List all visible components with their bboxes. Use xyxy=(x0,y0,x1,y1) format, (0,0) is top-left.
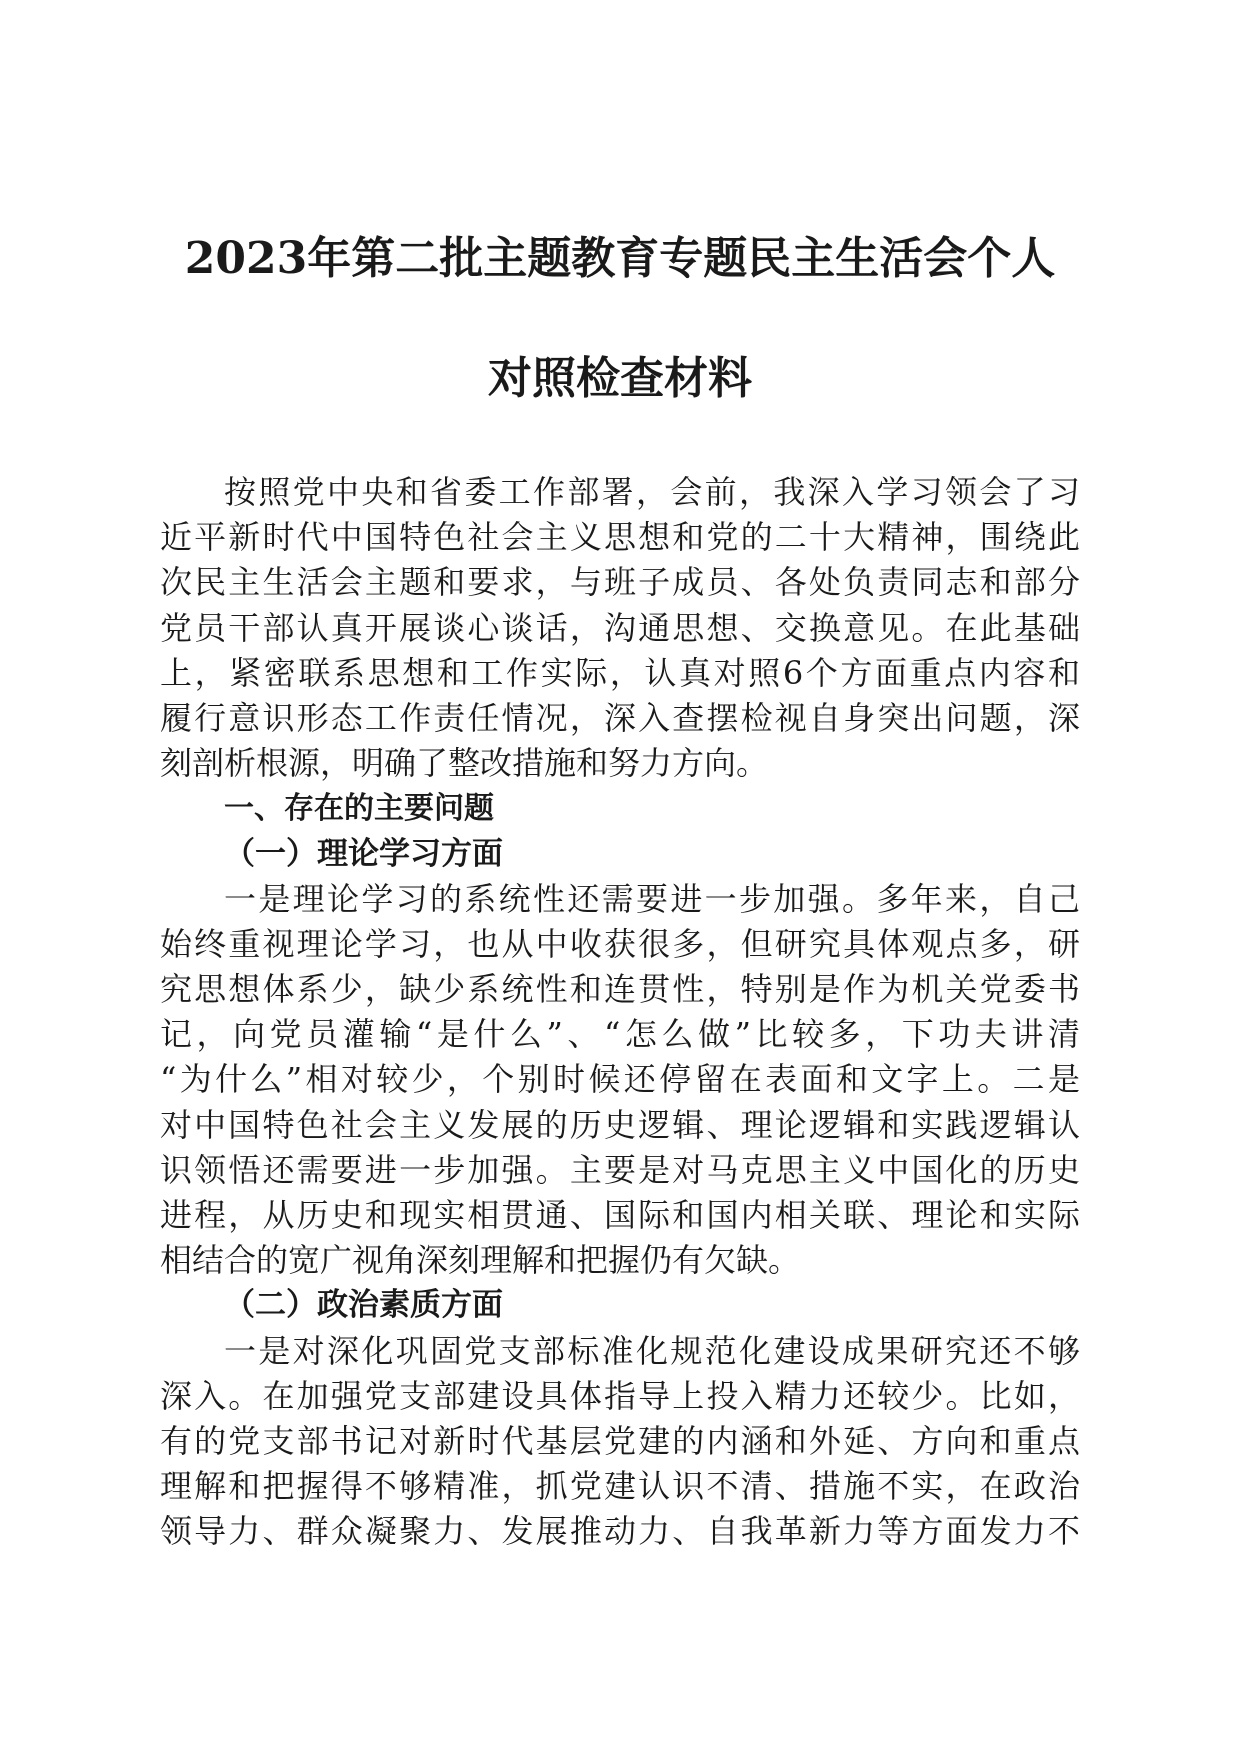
document-title-line-1: 2023年第二批主题教育专题民主生活会个人 xyxy=(184,233,1056,284)
paragraph-line: 始终重视理论学习，也从中收获很多，但研究具体观点多，研 xyxy=(160,924,1080,963)
paragraph-line: 一是理论学习的系统性还需要进一步加强。多年来，自己 xyxy=(224,879,1080,918)
paragraph-line: 记，向党员灌输“是什么”、“怎么做”比较多，下功夫讲清 xyxy=(160,1015,1080,1054)
intro-line: 上，紧密联系思想和工作实际，认真对照6个方面重点内容和 xyxy=(160,653,1080,692)
section-heading: 一、存在的主要问题 xyxy=(224,791,494,827)
document-title-line-2: 对照检查材料 xyxy=(488,353,752,404)
paragraph-line: 一是对深化巩固党支部标准化规范化建设成果研究还不够 xyxy=(224,1331,1080,1370)
intro-line: 近平新时代中国特色社会主义思想和党的二十大精神，围绕此 xyxy=(160,518,1080,557)
paragraph-line: 相结合的宽广视角深刻理解和把握仍有欠缺。 xyxy=(160,1241,801,1280)
paragraph-line: “为什么”相对较少，个别时候还停留在表面和文字上。二是 xyxy=(160,1060,1080,1099)
paragraph-line: 对中国特色社会主义发展的历史逻辑、理论逻辑和实践逻辑认 xyxy=(160,1105,1080,1144)
intro-line: 次民主生活会主题和要求，与班子成员、各处负责同志和部分 xyxy=(160,563,1080,602)
paragraph-line: 识领悟还需要进一步加强。主要是对马克思主义中国化的历史 xyxy=(160,1150,1080,1189)
intro-line: 履行意识形态工作责任情况，深入查摆检视自身突出问题，深 xyxy=(160,698,1080,737)
intro-line: 党员干部认真开展谈心谈话，沟通思想、交换意见。在此基础 xyxy=(160,608,1080,647)
paragraph-line: 深入。在加强党支部建设具体指导上投入精力还较少。比如， xyxy=(160,1376,1080,1415)
document-body xyxy=(160,470,1080,1555)
paragraph-line: 有的党支部书记对新时代基层党建的内涵和外延、方向和重点 xyxy=(160,1421,1080,1460)
paragraph-line: 理解和把握得不够精准，抓党建认识不清、措施不实，在政治 xyxy=(160,1467,1080,1506)
paragraph-line: 究思想体系少，缺少系统性和连贯性，特别是作为机关党委书 xyxy=(160,970,1080,1009)
paragraph-line: 领导力、群众凝聚力、发展推动力、自我革新力等方面发力不 xyxy=(160,1512,1080,1551)
subsection-heading: （一）理论学习方面 xyxy=(224,835,503,872)
subsection-heading: （二）政治素质方面 xyxy=(224,1287,503,1324)
intro-line: 刻剖析根源，明确了整改措施和努力方向。 xyxy=(160,744,769,783)
intro-line: 按照党中央和省委工作部署，会前，我深入学习领会了习 xyxy=(224,473,1080,511)
paragraph-line: 进程，从历史和现实相贯通、国际和国内相关联、理论和实际 xyxy=(160,1196,1080,1234)
